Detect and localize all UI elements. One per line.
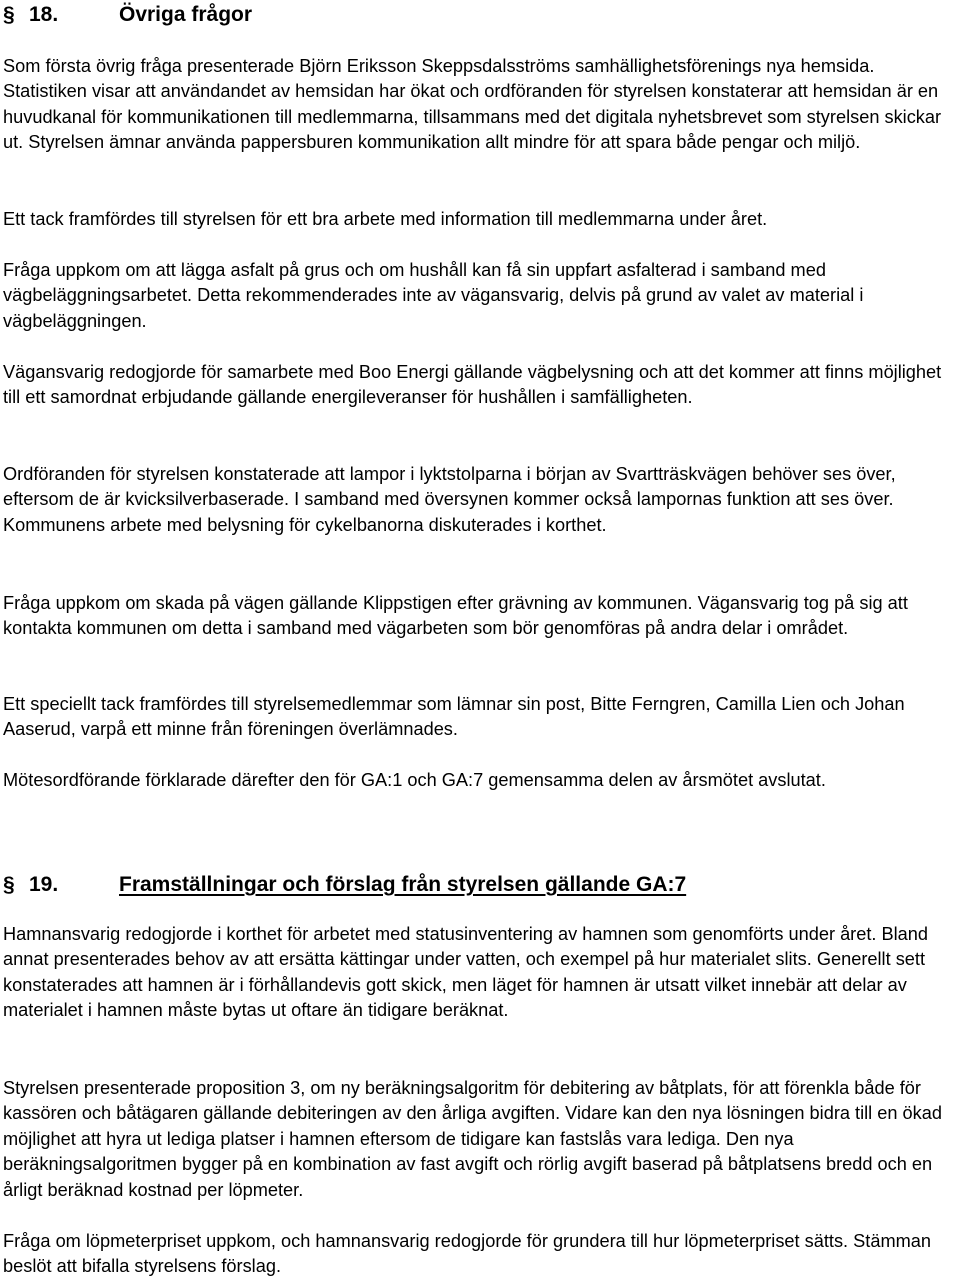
section-title: Övriga frågor [119,3,253,26]
section-symbol: § [3,3,15,26]
section-18-paragraph-7: Ett speciellt tack framfördes till styrelsemedlemmar som lämnar sin post, Bitte Ferngren, Camilla Lien och Johan Aaserud, varpå ett minne från föreningen överlämnades. [3,694,905,740]
section-19-paragraph-3: Fråga om löpmeterpriset uppkom, och hamnansvarig redogjorde för grundera till hur löpmeterpriset sätts. Stämman beslöt att bifalla styrelsens förslag. [3,1231,931,1277]
section-symbol: § [3,873,15,896]
section-19-paragraph-1: Hamnansvarig redogjorde i korthet för arbetet med statusinventering av hamnen som genomförts under året. Bland annat presenterades behov av att ersätta kättingar under vatten, och exempel på hur materialet slits. Generellt sett konstaterades att hamnen är i förhållandevis gott skick, men läget för hamnen är utsatt vilket innebär att delar av materialet i hamnen måste bytas ut oftare än tidigare beräknat. [3,924,929,1021]
section-18-paragraph-5: Ordföranden för styrelsen konstaterade att lampor i lyktstolparna i början av Svartträskvägen behöver ses över, eftersom de är kvicksilverbaserade. I samband med översynen kommer också lampornas funktion att ses över. Kommunens arbete med belysning för cykelbanorna diskuterades i korthet. [3,464,896,535]
section-number: 19. [29,873,59,896]
section-title: Framställningar och förslag från styrelsen gällande GA:7 [119,873,687,896]
section-18-paragraph-2: Ett tack framfördes till styrelsen för ett bra arbete med information till medlemmarna under året. [3,209,768,229]
section-18-heading [3,2,252,28]
section-18-paragraph-6: Fråga uppkom om skada på vägen gällande Klippstigen efter grävning av kommunen. Vägansvarig tog på sig att kontakta kommunen om detta i samband med vägarbeten som bör genomföras på andra delar i området. [3,593,908,639]
section-18-paragraph-4: Vägansvarig redogjorde för samarbete med Boo Energi gällande vägbelysning och att det kommer att finns möjlighet till ett samordnat erbjudande gällande energileveranser för hushållen i samfälligheten. [3,362,942,408]
section-19-paragraph-2: Styrelsen presenterade proposition 3, om ny beräkningsalgoritm för debitering av båtplats, för att förenkla både för kassören och båtägaren gällande debiteringen av den årliga avgiften. Vidare kan den nya lösningen bidra till en ökad möjlighet att hyra ut lediga platser i hamnen eftersom de tidigare kan fastslås vara lediga. Den nya beräkningsalgoritmen bygger på en kombination av fast avgift och rörlig avgift baserad på båtplatsens bredd och en årligt beräknad kostnad per löpmeter. [3,1078,943,1200]
section-19-heading [3,872,686,898]
section-number: 18. [29,3,59,26]
section-18-paragraph-8: Mötesordförande förklarade därefter den för GA:1 och GA:7 gemensamma delen av årsmötet avslutat. [3,770,826,790]
section-18-paragraph-1: Som första övrig fråga presenterade Björn Eriksson Skeppsdalsströms samhällighetsförenings nya hemsida. Statistiken visar att användandet av hemsidan har ökat och ordföranden för styrelsen konstaterar att hemsidan är en huvudkanal för kommunikationen till medlemmarna, tillsammans med det digitala nyhetsbrevet som styrelsen skickar ut. Styrelsen ämnar använda pappersburen kommunikation allt mindre för att spara både pengar och miljö. [3,56,942,153]
section-18-paragraph-3: Fråga uppkom om att lägga asfalt på grus och om hushåll kan få sin uppfart asfalterad i samband med vägbeläggningsarbetet. Detta rekommenderades inte av vägansvarig, delvis på grund av valet av material i vägbeläggningen. [3,260,864,331]
